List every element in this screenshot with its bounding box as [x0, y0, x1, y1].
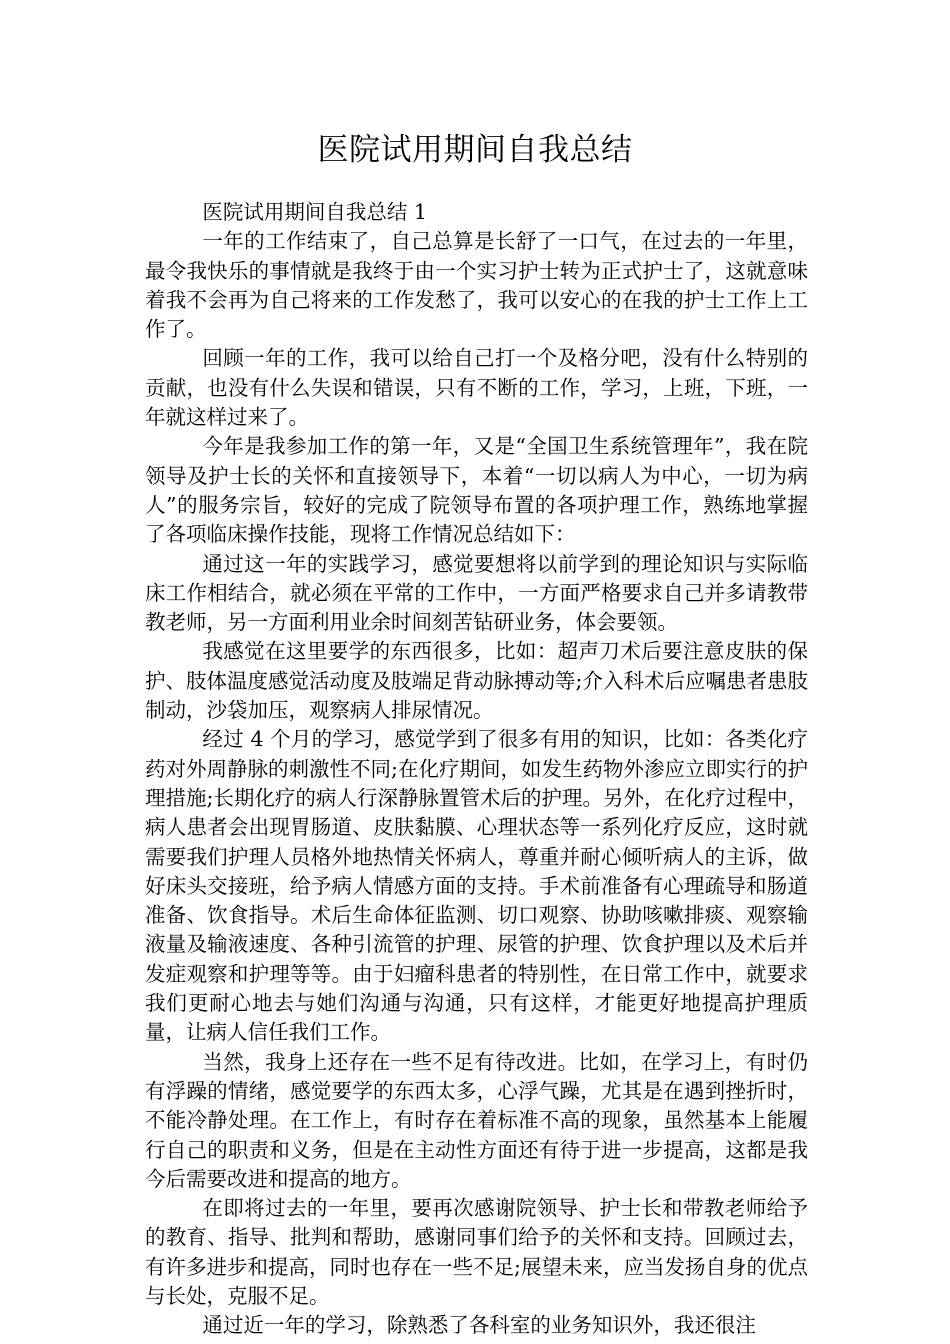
- paragraph: 回顾一年的工作，我可以给自己打一个及格分吧，没有什么特别的贡献，也没有什么失误和错误，只有不断的工作，学习，上班，下班，一年就这样过来了。: [145, 346, 808, 430]
- document-subtitle: 医院试用期间自我总结 1: [202, 200, 427, 224]
- paragraph: 我感觉在这里要学的东西很多，比如：超声刀术后要注意皮肤的保护、肢体温度感觉活动度及肢端足背动脉搏动等;介入科术后应嘱患者患肢制动，沙袋加压，观察病人排尿情况。: [145, 639, 808, 723]
- paragraph: 通过这一年的实践学习，感觉要想将以前学到的理论知识与实际临床工作相结合，就必须在平常的工作中，一方面严格要求自己并多请教带教老师，另一方面利用业余时间刻苦钻研业务，体会要领。: [145, 551, 808, 635]
- document-body: [145, 198, 808, 1341]
- paragraph: 在即将过去的一年里，要再次感谢院领导、护士长和带教老师给予的教育、指导、批判和帮助，感谢同事们给予的关怀和支持。回顾过去，有许多进步和提高，同时也存在一些不足;展望未来，应当发扬自身的优点与长处，克服不足。: [145, 1196, 808, 1308]
- document-title: 医院试用期间自我总结: [317, 132, 633, 168]
- paragraph: 通过近一年的学习，除熟悉了各科室的业务知识外，我还很注: [202, 1313, 756, 1338]
- paragraph: 经过 4 个月的学习，感觉学到了很多有用的知识，比如：各类化疗药对外周静脉的刺激性不同;在化疗期间，如发生药物外渗应立即实行的护理措施;长期化疗的病人行深静脉置管术后的护理。另外，在化疗过程中，病人患者会出现胃肠道、皮肤黏膜、心理状态等一系列化疗反应，这时就需要我们护理人员格外地热情关怀病人，尊重并耐心倾听病人的主诉，做好床头交接班，给予病人情感方面的支持。手术前准备有心理疏导和肠道准备、饮食指导。术后生命体征监测、切口观察、协助咳嗽排痰、观察输液量及输液速度、各种引流管的护理、尿管的护理、饮食护理以及术后并发症观察和护理等等。由于妇瘤科患者的特别性，在日常工作中，就要求我们更耐心地去与她们沟通与沟通，只有这样，才能更好地提高护理质量，让病人信任我们工作。: [145, 727, 808, 1045]
- paragraph: 当然，我身上还存在一些不足有待改进。比如，在学习上，有时仍有浮躁的情绪，感觉要学的东西太多，心浮气躁，尤其是在遇到挫折时，不能冷静处理。在工作上，有时存在着标准不高的现象，虽然基本上能履行自己的职责和义务，但是在主动性方面还有待于进一步提高，这都是我今后需要改进和提高的地方。: [145, 1049, 808, 1191]
- paragraph: 一年的工作结束了，自己总算是长舒了一口气，在过去的一年里，最令我快乐的事情就是我终于由一个实习护士转为正式护士了，这就意味着我不会再为自己将来的工作发愁了，我可以安心的在我的护士工作上工作了。: [145, 229, 808, 342]
- paragraph: 今年是我参加工作的第一年，又是“全国卫生系统管理年”，我在院领导及护士长的关怀和直接领导下，本着“一切以病人为中心，一切为病人”的服务宗旨，较好的完成了院领导布置的各项护理工作，熟练地掌握了各项临床操作技能，现将工作情况总结如下：: [145, 434, 808, 547]
